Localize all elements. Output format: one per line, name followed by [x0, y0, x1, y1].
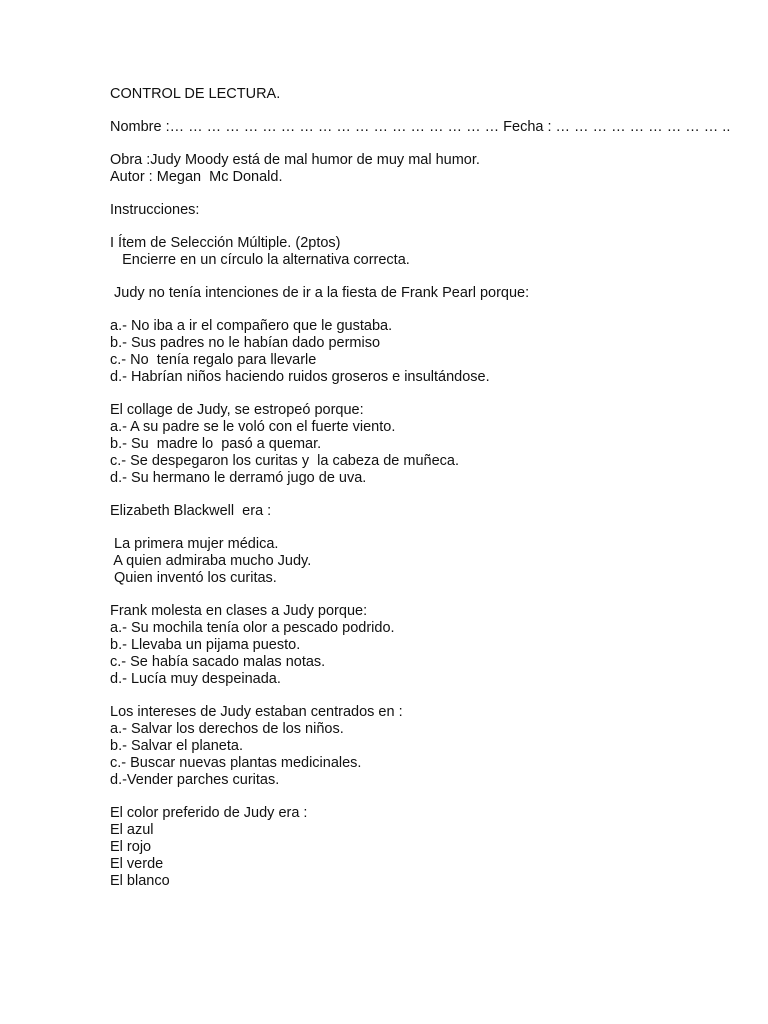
question-text: El collage de Judy, se estropeó porque: — [110, 402, 364, 418]
answer-option: a.- No iba a ir el compañero que le gustaba. — [110, 318, 393, 334]
nombre-fecha-line: Nombre :… … … … … … … … … … … … … … … … … … Fecha : … … … … … … … … … .. — [110, 119, 731, 135]
question-text: Elizabeth Blackwell era : — [110, 503, 272, 519]
question-block — [110, 503, 730, 587]
answer-option: El rojo — [110, 839, 152, 855]
answer-option: d.- Su hermano le derramó jugo de uva. — [110, 470, 367, 486]
document-title: CONTROL DE LECTURA. — [110, 86, 281, 102]
answer-option: Quien inventó los curitas. — [110, 570, 277, 586]
answer-option: El azul — [110, 822, 154, 838]
answer-option: b.- Sus padres no le habían dado permiso — [110, 335, 381, 351]
question-text: El color preferido de Judy era : — [110, 805, 308, 821]
answer-option: c.- Se había sacado malas notas. — [110, 654, 326, 670]
question-block — [110, 704, 730, 789]
obra-line: Obra :Judy Moody está de mal humor de muy mal humor. — [110, 152, 480, 168]
answer-option: El verde — [110, 856, 164, 872]
instrucciones-heading: Instrucciones: — [110, 202, 200, 218]
document-content — [110, 86, 730, 890]
answer-option: d.- Lucía muy despeinada. — [110, 671, 281, 687]
question-text: Los intereses de Judy estaban centrados en : — [110, 704, 403, 720]
answer-option: b.- Salvar el planeta. — [110, 738, 243, 754]
answer-option: a.- Su mochila tenía olor a pescado podrido. — [110, 620, 395, 636]
question-block — [110, 603, 730, 688]
answer-option: a.- A su padre se le voló con el fuerte viento. — [110, 419, 396, 435]
question-block — [110, 805, 730, 890]
answer-option: La primera mujer médica. — [110, 536, 279, 552]
answer-option: A quien admiraba mucho Judy. — [110, 553, 312, 569]
answer-option: c.- Buscar nuevas plantas medicinales. — [110, 755, 362, 771]
question-text: Judy no tenía intenciones de ir a la fiesta de Frank Pearl porque: — [110, 285, 530, 301]
answer-option: d.-Vender parches curitas. — [110, 772, 280, 788]
autor-line: Autor : Megan Mc Donald. — [110, 169, 283, 185]
question-block — [110, 402, 730, 487]
answer-option: c.- No tenía regalo para llevarle — [110, 352, 317, 368]
item-heading: I Ítem de Selección Múltiple. (2ptos) — [110, 235, 341, 251]
answer-option: b.- Su madre lo pasó a quemar. — [110, 436, 322, 452]
answer-option: El blanco — [110, 873, 170, 889]
question-text: Frank molesta en clases a Judy porque: — [110, 603, 368, 619]
answer-option: b.- Llevaba un pijama puesto. — [110, 637, 301, 653]
answer-option: c.- Se despegaron los curitas y la cabeza de muñeca. — [110, 453, 459, 469]
question-block — [110, 285, 730, 386]
answer-option: a.- Salvar los derechos de los niños. — [110, 721, 344, 737]
item-instruction: Encierre en un círculo la alternativa correcta. — [110, 252, 410, 268]
answer-option: d.- Habrían niños haciendo ruidos groseros e insultándose. — [110, 369, 490, 385]
